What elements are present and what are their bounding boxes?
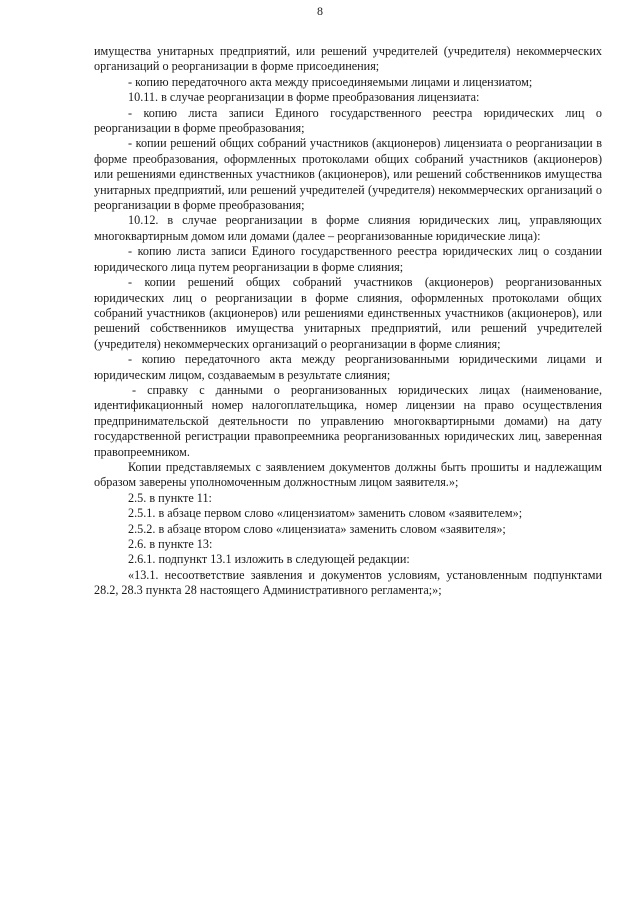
paragraph: - копию листа записи Единого государственного реестра юридических лиц о создании юридического лица путем реорганизации в форме слияния;	[94, 244, 602, 274]
page-number: 8	[317, 4, 323, 18]
paragraph: Копии представляемых с заявлением документов должны быть прошиты и надлежащим образом заверены уполномоченным должностным лицом заявителя.»;	[94, 459, 602, 490]
paragraph: - копию листа записи Единого государственного реестра юридических лиц о реорганизации в форме преобразования;	[94, 105, 602, 136]
paragraph: 2.5. в пункте 11:	[128, 490, 212, 505]
paragraph: 2.5.2. в абзаце втором слово «лицензиата» заменить словом «заявителя»;	[128, 521, 506, 536]
paragraph: 10.11. в случае реорганизации в форме преобразования лицензиата:	[128, 90, 480, 105]
paragraph: 10.12. в случае реорганизации в форме слияния юридических лиц, управляющих многоквартирным домом или домами (далее – реорганизованные юридические лица):	[94, 213, 602, 243]
paragraph: имущества унитарных предприятий, или решений учредителей (учредителя) некоммерческих организаций о реорганизации в форме присоединения;	[94, 44, 602, 74]
paragraph: - справку с данными о реорганизованных юридических лицах (наименование, идентификационный номер налогоплательщика, номер лицензии на право осуществления предпринимательской деятельности по управлению многоквартирными домами) на дату государственной регистрации правопреемника реорганизованных юридических лиц, заверенная правопреемником.	[94, 382, 602, 459]
paragraph: - копию передаточного акта между реорганизованными юридическими лицами и юридическим лицом, создаваемым в результате слияния;	[94, 352, 602, 382]
paragraph: 2.6.1. подпункт 13.1 изложить в следующей редакции:	[128, 552, 410, 567]
paragraph: 2.5.1. в абзаце первом слово «лицензиатом» заменить словом «заявителем»;	[128, 506, 523, 521]
paragraph: «13.1. несоответствие заявления и документов условиям, установленным подпунктами 28.2, 28.3 пункта 28 настоящего Административного регламента;»;	[94, 567, 602, 598]
document-body	[94, 44, 602, 599]
paragraph: - копию передаточного акта между присоединяемыми лицами и лицензиатом;	[128, 74, 533, 89]
paragraph: - копии решений общих собраний участников (акционеров) реорганизованных юридических лиц о реорганизации в форме слияния, оформленных протоколами общих собраний участников (акционеров) или решениями единственных участников (акционеров), или решений собственников имущества унитарных предприятий, или решений учредителей (учредителя) некоммерческих организаций о реорганизации в форме слияния;	[94, 275, 602, 351]
paragraph: 2.6. в пункте 13:	[128, 537, 213, 551]
paragraph: - копии решений общих собраний участников (акционеров) лицензиата о реорганизации в форме преобразования, оформленных протоколами общих собраний участников (акционеров) или решениями единственных участников (акционеров), или решений собственников имущества унитарных предприятий, или решений учредителей (учредителя) некоммерческих организаций о реорганизации в форме преобразования;	[94, 136, 602, 213]
